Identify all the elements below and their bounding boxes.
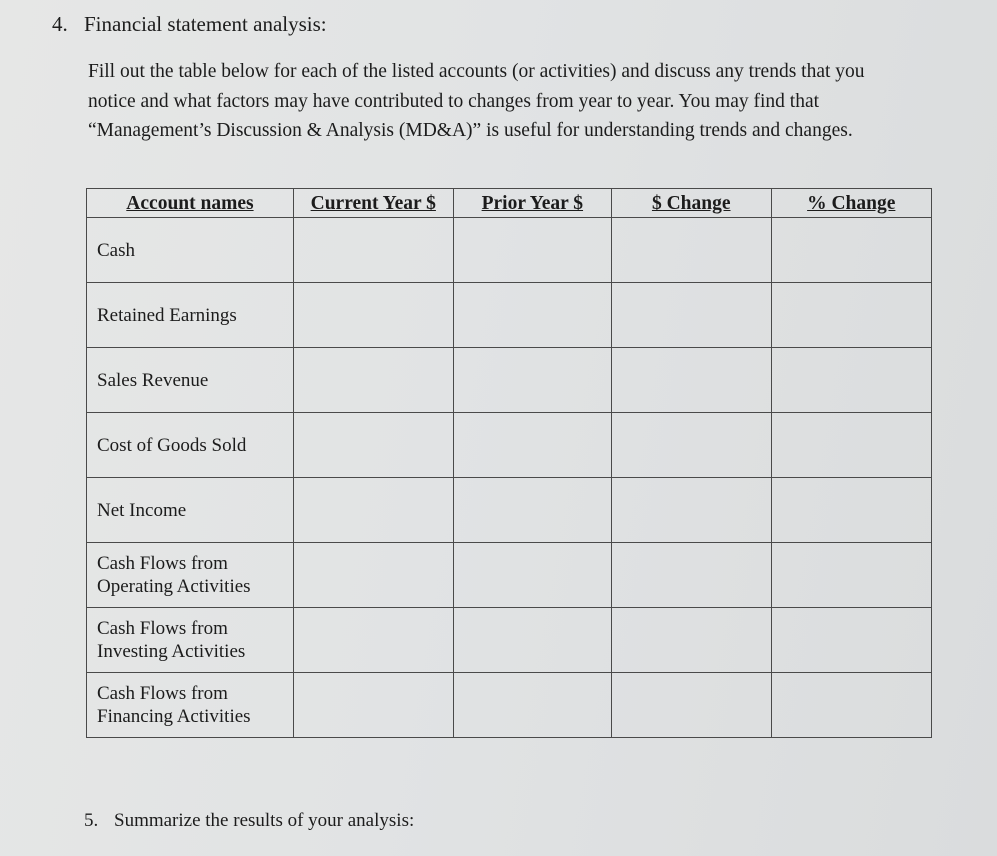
table-row bbox=[87, 283, 932, 348]
account-name-cell: Net Income bbox=[87, 478, 294, 543]
account-name-cell: Cash Flows from Operating Activities bbox=[87, 543, 294, 608]
table-row bbox=[87, 478, 932, 543]
table-row bbox=[87, 413, 932, 478]
dollar-change-cell[interactable] bbox=[611, 608, 771, 673]
dollar-change-cell[interactable] bbox=[611, 218, 771, 283]
header-current-year: Current Year $ bbox=[293, 189, 453, 218]
header-prior-year: Prior Year $ bbox=[453, 189, 611, 218]
percent-change-cell[interactable] bbox=[771, 413, 932, 478]
current-year-cell[interactable] bbox=[293, 478, 453, 543]
percent-change-cell[interactable] bbox=[771, 608, 932, 673]
prior-year-cell[interactable] bbox=[453, 348, 611, 413]
account-name-cell: Cash Flows from Financing Activities bbox=[87, 673, 294, 738]
account-name-cell: Retained Earnings bbox=[87, 283, 294, 348]
question-5-title: Summarize the results of your analysis: bbox=[114, 810, 415, 831]
current-year-cell[interactable] bbox=[293, 673, 453, 738]
percent-change-cell[interactable] bbox=[771, 478, 932, 543]
question-4-number: 4. bbox=[52, 12, 68, 36]
table-header-row bbox=[87, 189, 932, 218]
prior-year-cell[interactable] bbox=[453, 608, 611, 673]
prior-year-cell[interactable] bbox=[453, 413, 611, 478]
dollar-change-cell[interactable] bbox=[611, 348, 771, 413]
header-account-names: Account names bbox=[87, 189, 294, 218]
question-4-instructions: Fill out the table below for each of the listed accounts (or activities) and discuss any trends that you notice and what factors may have contributed to changes from year to year. You may find that “Management’s Discussion & Analysis (MD&A)” is useful for understanding trends and changes. bbox=[88, 61, 865, 141]
dollar-change-cell[interactable] bbox=[611, 673, 771, 738]
current-year-cell[interactable] bbox=[293, 608, 453, 673]
table-row bbox=[87, 673, 932, 738]
account-name-cell: Cash Flows from Investing Activities bbox=[87, 608, 294, 673]
percent-change-cell[interactable] bbox=[771, 283, 932, 348]
dollar-change-cell[interactable] bbox=[611, 478, 771, 543]
prior-year-cell[interactable] bbox=[453, 543, 611, 608]
percent-change-cell[interactable] bbox=[771, 218, 932, 283]
table-row bbox=[87, 543, 932, 608]
prior-year-cell[interactable] bbox=[453, 283, 611, 348]
prior-year-cell[interactable] bbox=[453, 478, 611, 543]
current-year-cell[interactable] bbox=[293, 413, 453, 478]
financial-analysis-table bbox=[86, 188, 932, 738]
header-dollar-change: $ Change bbox=[611, 189, 771, 218]
prior-year-cell[interactable] bbox=[453, 218, 611, 283]
account-name-cell: Cash bbox=[87, 218, 294, 283]
prior-year-cell[interactable] bbox=[453, 673, 611, 738]
current-year-cell[interactable] bbox=[293, 543, 453, 608]
current-year-cell[interactable] bbox=[293, 218, 453, 283]
dollar-change-cell[interactable] bbox=[611, 283, 771, 348]
question-4-heading bbox=[52, 12, 327, 37]
question-5-heading bbox=[84, 810, 414, 832]
header-percent-change: % Change bbox=[771, 189, 932, 218]
question-5-number: 5. bbox=[84, 810, 99, 831]
table-row bbox=[87, 608, 932, 673]
account-name-cell: Sales Revenue bbox=[87, 348, 294, 413]
current-year-cell[interactable] bbox=[293, 348, 453, 413]
percent-change-cell[interactable] bbox=[771, 348, 932, 413]
table-row bbox=[87, 218, 932, 283]
percent-change-cell[interactable] bbox=[771, 543, 932, 608]
current-year-cell[interactable] bbox=[293, 283, 453, 348]
account-name-cell: Cost of Goods Sold bbox=[87, 413, 294, 478]
table-row bbox=[87, 348, 932, 413]
dollar-change-cell[interactable] bbox=[611, 413, 771, 478]
dollar-change-cell[interactable] bbox=[611, 543, 771, 608]
question-4-title: Financial statement analysis: bbox=[84, 12, 327, 36]
percent-change-cell[interactable] bbox=[771, 673, 932, 738]
